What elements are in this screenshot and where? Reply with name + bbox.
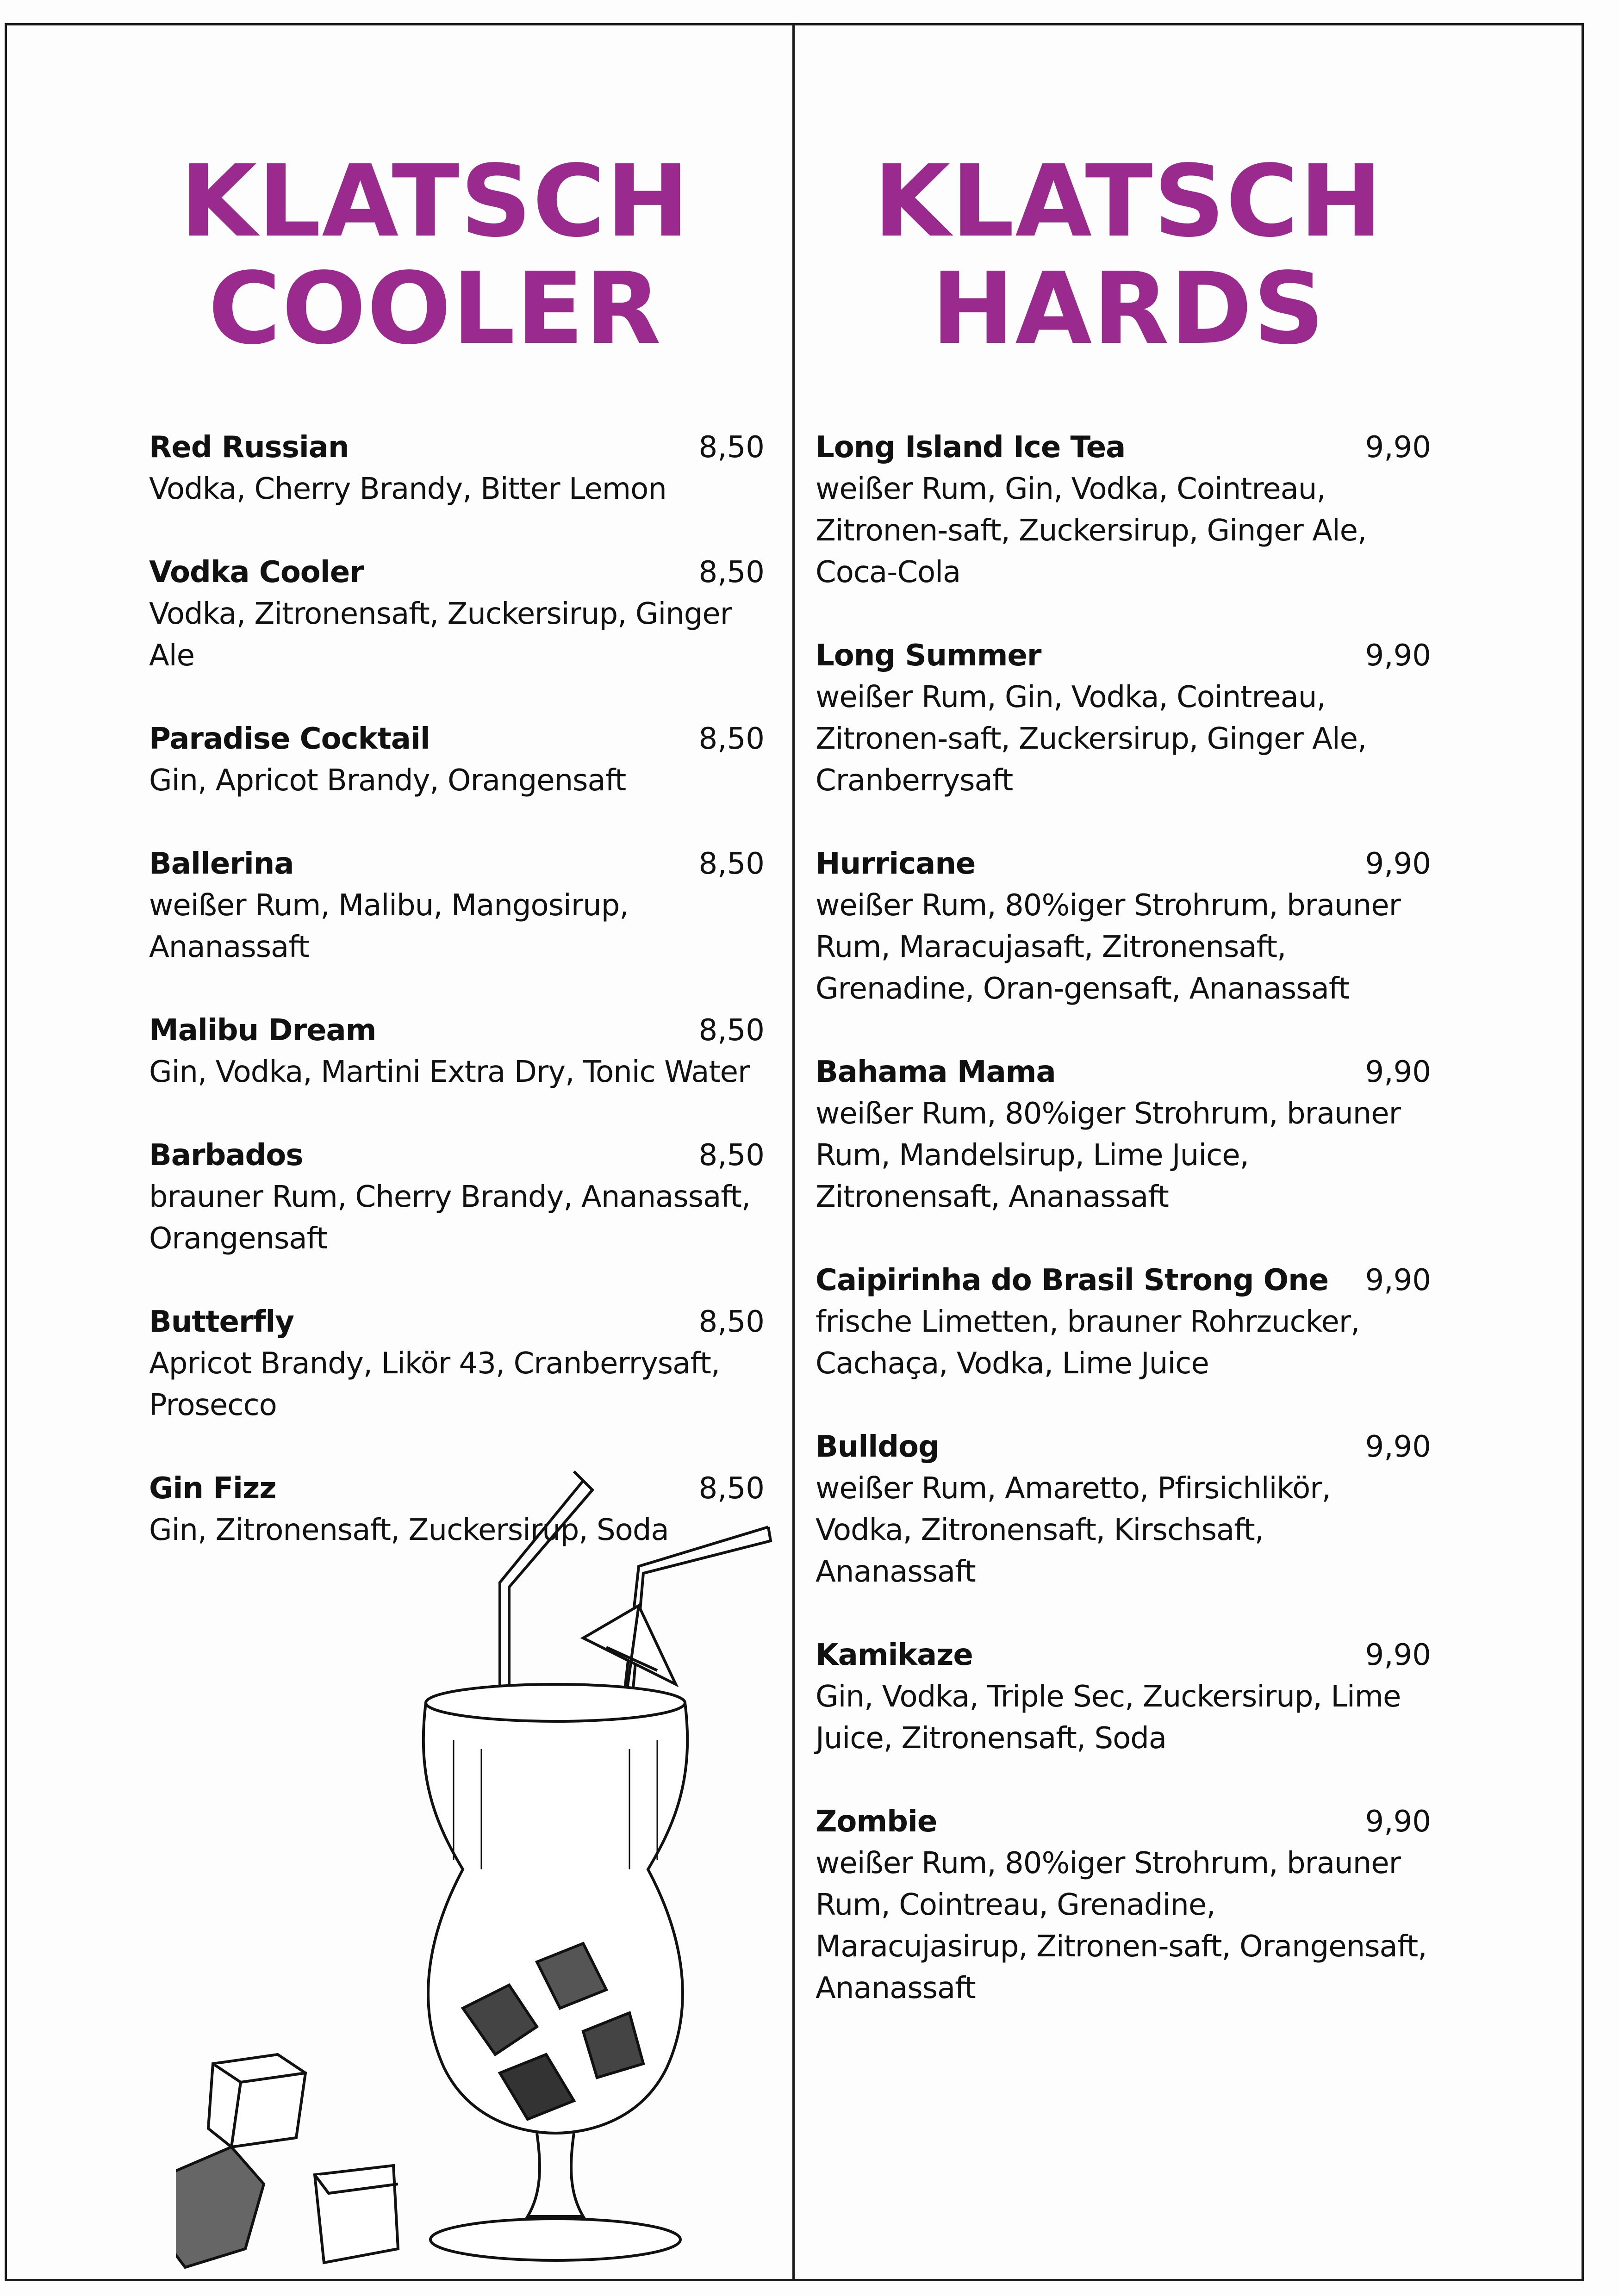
item-description: Apricot Brandy, Likör 43, Cranberrysaft, Prosecco: [149, 1347, 720, 1422]
menu-item: [816, 843, 1431, 1010]
column-divider: [792, 23, 795, 2281]
item-name: Barbados: [149, 1138, 303, 1173]
cocktail-glass-illustration: [176, 1453, 787, 2277]
menu-item: [149, 843, 765, 968]
item-description: frische Limetten, brauner Rohrzucker, Cachaça, Vodka, Lime Juice: [816, 1305, 1360, 1381]
menu-item: [816, 1634, 1431, 1759]
menu-item: [149, 1301, 765, 1426]
item-price: 9,90: [1365, 1430, 1431, 1464]
menu-item: [816, 1801, 1431, 2009]
item-price: 8,50: [698, 555, 765, 590]
item-description: Gin, Vodka, Triple Sec, Zuckersirup, Lime Juice, Zitronensaft, Soda: [816, 1680, 1401, 1756]
item-price: 8,50: [698, 1013, 765, 1048]
title-line-1: KLATSCH: [180, 144, 690, 259]
item-name: Long Summer: [816, 639, 1041, 673]
menu-item: [149, 552, 765, 676]
title-line-1: KLATSCH: [873, 144, 1383, 259]
menu-item: [816, 1260, 1431, 1384]
cooler-menu-list: [149, 427, 765, 1593]
item-price: 9,90: [1365, 1638, 1431, 1672]
item-name: Ballerina: [149, 847, 294, 881]
item-name: Vodka Cooler: [149, 555, 364, 590]
item-price: 8,50: [698, 722, 765, 756]
item-name: Zombie: [816, 1805, 937, 1839]
item-description: weißer Rum, Gin, Vodka, Cointreau, Zitronen-saft, Zuckersirup, Ginger Ale, Cranberrysaft: [816, 680, 1367, 798]
menu-item: [149, 718, 765, 801]
menu-item: [816, 427, 1431, 593]
item-price: 9,90: [1365, 1055, 1431, 1089]
menu-item: [816, 1426, 1431, 1593]
ice-cubes-illustration: [176, 2054, 398, 2267]
item-description: weißer Rum, Gin, Vodka, Cointreau, Zitronen-saft, Zuckersirup, Ginger Ale, Coca-Cola: [816, 472, 1367, 590]
item-price: 9,90: [1365, 1805, 1431, 1839]
section-title-hards: [795, 144, 1462, 366]
item-description: Vodka, Zitronensaft, Zuckersirup, Ginger Ale: [149, 597, 732, 673]
item-description: weißer Rum, 80%iger Strohrum, brauner Rum, Mandelsirup, Lime Juice, Zitronensaft, Ananassaft: [816, 1097, 1401, 1214]
item-name: Butterfly: [149, 1305, 294, 1339]
item-description: weißer Rum, Amaretto, Pfirsichlikör, Vodka, Zitronensaft, Kirschsaft, Ananassaft: [816, 1471, 1331, 1589]
item-description: weißer Rum, 80%iger Strohrum, brauner Rum, Cointreau, Grenadine, Maracujasirup, Zitronen-saft, Orangensaft, Ananassaft: [816, 1846, 1427, 2005]
item-price: 9,90: [1365, 1263, 1431, 1297]
item-description: brauner Rum, Cherry Brandy, Ananassaft, Orangensaft: [149, 1180, 751, 1256]
item-name: Paradise Cocktail: [149, 722, 430, 756]
item-name: Long Island Ice Tea: [816, 430, 1126, 465]
item-name: Gin Fizz: [149, 1471, 276, 1506]
item-name: Bulldog: [816, 1430, 939, 1464]
item-description: Gin, Apricot Brandy, Orangensaft: [149, 763, 626, 798]
item-name: Bahama Mama: [816, 1055, 1056, 1089]
item-price: 8,50: [698, 847, 765, 881]
menu-item: [149, 427, 765, 510]
menu-item: [149, 1010, 765, 1093]
item-description: Gin, Zitronensaft, Zuckersirup, Soda: [149, 1513, 669, 1547]
item-price: 9,90: [1365, 847, 1431, 881]
menu-item: [816, 635, 1431, 801]
hards-menu-list: [816, 427, 1431, 2051]
item-price: 8,50: [698, 1138, 765, 1173]
item-name: Caipirinha do Brasil Strong One: [816, 1263, 1329, 1297]
item-price: 9,90: [1365, 639, 1431, 673]
item-description: weißer Rum, Malibu, Mangosirup, Ananassaft: [149, 888, 629, 964]
item-name: Hurricane: [816, 847, 976, 881]
item-description: Gin, Vodka, Martini Extra Dry, Tonic Water: [149, 1055, 750, 1089]
menu-item: [149, 1135, 765, 1260]
title-line-2: COOLER: [208, 251, 662, 366]
section-title-cooler: [102, 144, 768, 366]
item-name: Red Russian: [149, 430, 349, 465]
item-description: weißer Rum, 80%iger Strohrum, brauner Rum, Maracujasaft, Zitronensaft, Grenadine, Oran-gensaft, Ananassaft: [816, 888, 1401, 1006]
menu-item: [816, 1051, 1431, 1218]
item-name: Kamikaze: [816, 1638, 973, 1672]
title-line-2: HARDS: [931, 251, 1326, 366]
item-name: Malibu Dream: [149, 1013, 376, 1048]
item-price: 8,50: [698, 430, 765, 465]
item-price: 9,90: [1365, 430, 1431, 465]
item-price: 8,50: [698, 1471, 765, 1506]
item-description: Vodka, Cherry Brandy, Bitter Lemon: [149, 472, 666, 506]
item-price: 8,50: [698, 1305, 765, 1339]
